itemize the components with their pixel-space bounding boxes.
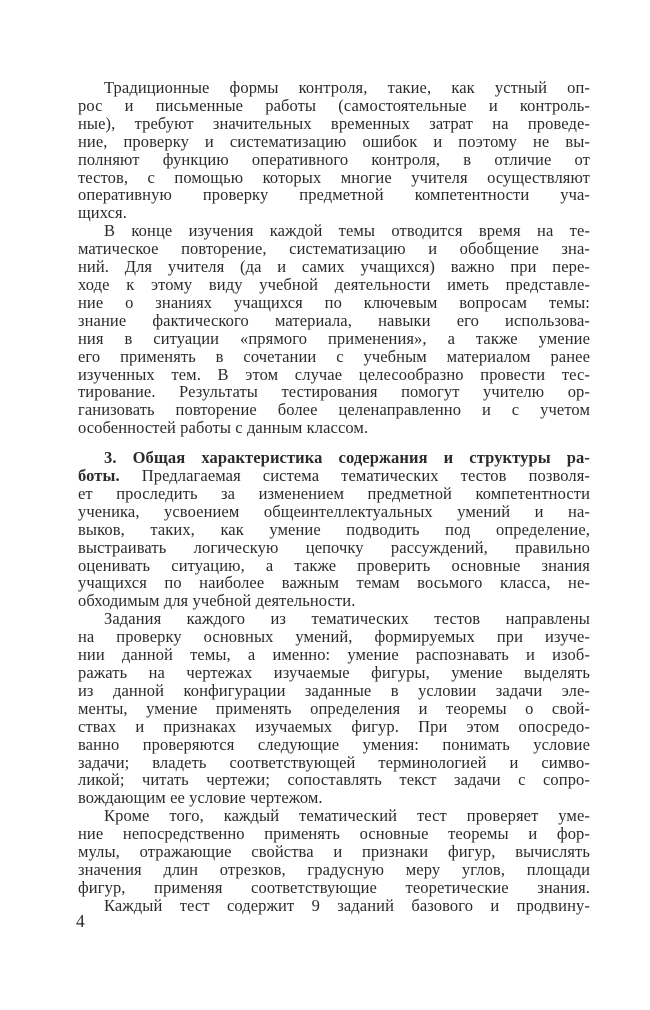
text-line: тестов, с помощью которых многие учителя осуществляют bbox=[78, 167, 590, 187]
text-line: задачи; владеть соответствующей терминологией и симво- bbox=[78, 752, 590, 772]
text-line: Каждый тест содержит 9 заданий базового и продвину- bbox=[104, 895, 590, 915]
text-line: ученика, усвоением общеинтеллектуальных умений и на- bbox=[78, 501, 590, 521]
text-line: знание фактического материала, навыки его использова- bbox=[78, 310, 590, 330]
text-line: ний. Для учителя (да и самих учащихся) важно при пере- bbox=[78, 257, 590, 277]
text-line: матическое повторение, систематизацию и обобщение зна- bbox=[78, 239, 590, 259]
text-line: рос и письменные работы (самостоятельные и контроль- bbox=[78, 95, 590, 115]
text-line: полняют функцию оперативного контроля, в отличие от bbox=[78, 149, 590, 169]
text-line bbox=[78, 449, 590, 467]
text-line: Задания каждого из тематических тестов направлены bbox=[104, 609, 590, 629]
text-line: на проверку основных умений, формируемых при изуче- bbox=[78, 627, 590, 647]
text-line bbox=[78, 467, 590, 485]
text-line: мулы, отражающие свойства и признаки фигур, вычислять bbox=[78, 842, 590, 862]
text-line: ние непосредственно применять основные теоремы и фор- bbox=[78, 824, 590, 844]
text-line: ет проследить за изменением предметной компетентности bbox=[78, 483, 590, 503]
text-line: ния в ситуации «прямого применения», а также умение bbox=[78, 328, 590, 348]
paragraph-test-contents bbox=[78, 897, 590, 915]
text-line: ние о знаниях учащихся по ключевым вопросам темы: bbox=[78, 292, 590, 312]
text-line: ражать на чертежах изучаемые фигуры, умение выделять bbox=[78, 663, 590, 682]
text-line: ные), требуют значительных временных затрат на проведе- bbox=[78, 113, 590, 133]
text-line: Кроме того, каждый тематический тест проверяет уме- bbox=[104, 806, 590, 826]
text-line: выков, таких, как умение подводить под определение, bbox=[78, 519, 590, 539]
text-line: ликой; читать чертежи; сопоставлять текст задачи с сопро- bbox=[78, 770, 590, 790]
text-line: тирование. Результаты тестирования помогут учителю ор- bbox=[78, 382, 590, 402]
text-line: щихся. bbox=[78, 203, 127, 223]
paragraph-thematic-review bbox=[78, 222, 590, 437]
paragraph-traditional-control-forms bbox=[78, 79, 590, 222]
text-line: менты, умение применять определения и теоремы о свой- bbox=[78, 698, 590, 718]
bold-text-segment: 3. Общая характеристика содержания и структуры ра- bbox=[104, 448, 590, 468]
paragraph-section-3-characteristics bbox=[78, 449, 590, 610]
paragraph-theorems-and-formulas bbox=[78, 807, 590, 897]
text-line: оперативную проверку предметной компетентности уча- bbox=[78, 185, 590, 205]
text-block bbox=[78, 79, 590, 915]
text-line: ние, проверку и систематизацию ошибок и поэтому не вы- bbox=[78, 131, 590, 151]
page-number: 4 bbox=[76, 911, 85, 931]
text-line: нии данной темы, а именно: умение распознавать и изоб- bbox=[78, 645, 590, 665]
text-line: В конце изучения каждой темы отводится время на те- bbox=[104, 221, 590, 241]
text-line: ванно проверяются следующие умения: понимать условие bbox=[78, 734, 590, 754]
text-line: ствах и признаках изучаемых фигур. При этом опосредо- bbox=[78, 716, 590, 736]
text-line: ходе к этому виду учебной деятельности иметь представле- bbox=[78, 274, 590, 294]
text-segment: Предлагаемая система тематических тестов позволя- bbox=[119, 466, 590, 486]
text-line: из данной конфигурации заданные в условии задачи эле- bbox=[78, 680, 590, 700]
text-line: вождающим ее условие чертежом. bbox=[78, 788, 323, 808]
text-line: изученных тем. В этом случае целесообразно провести тес- bbox=[78, 364, 590, 384]
text-line: Традиционные формы контроля, такие, как устный оп- bbox=[104, 78, 590, 97]
text-line: фигур, применяя соответствующие теоретические знания. bbox=[78, 877, 590, 897]
paragraph-test-target-skills bbox=[78, 610, 590, 807]
text-line: его применять в сочетании с учебным материалом ранее bbox=[78, 346, 590, 366]
text-line: ганизовать повторение более целенаправленно и с учетом bbox=[78, 400, 590, 420]
bold-text-segment: боты. bbox=[78, 466, 120, 486]
text-line: оценивать ситуацию, а также проверить основные знания bbox=[78, 555, 590, 575]
text-line: выстраивать логическую цепочку рассуждений, правильно bbox=[78, 537, 590, 557]
text-line: значения длин отрезков, градусную меру углов, площади bbox=[78, 859, 590, 879]
text-line: обходимым для учебной деятельности. bbox=[78, 591, 356, 611]
text-line: учащихся по наиболее важным темам восьмого класса, не- bbox=[78, 573, 590, 593]
text-line: особенностей работы с данным классом. bbox=[78, 418, 369, 438]
